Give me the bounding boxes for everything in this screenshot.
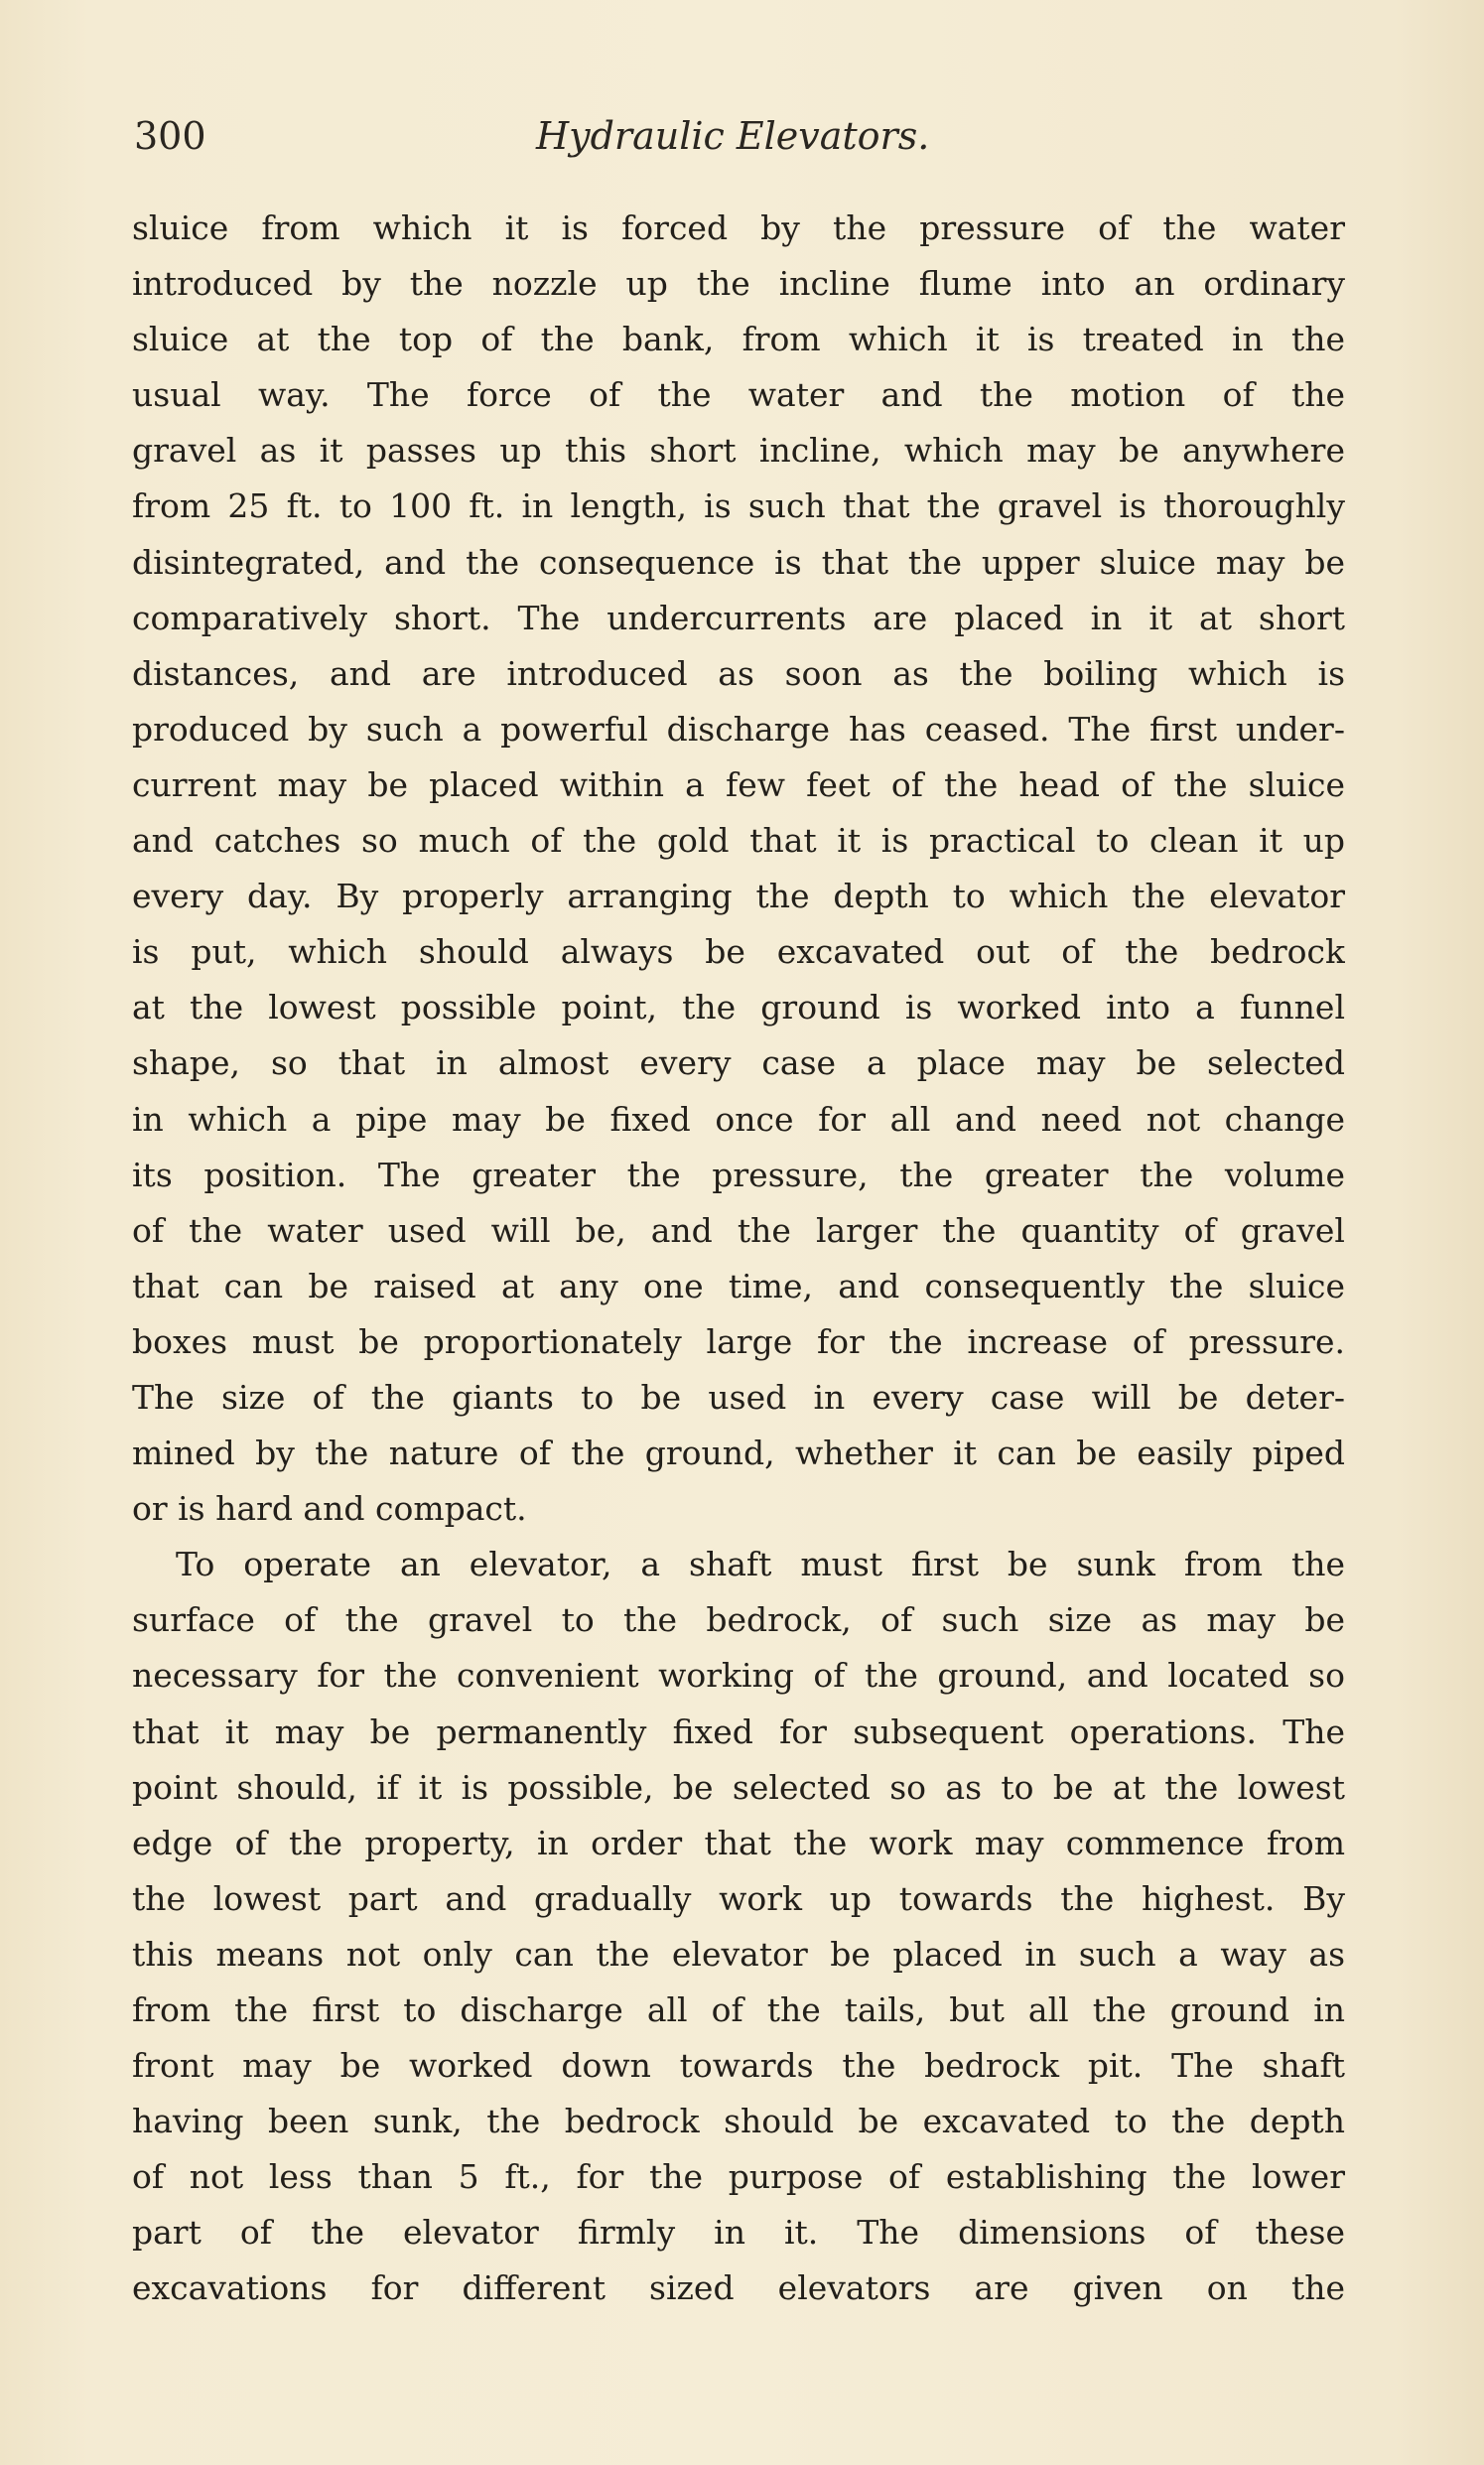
text-line: shape, so that in almost every case a place may be selected — [132, 1043, 1345, 1083]
text-line: mined by the nature of the ground, whether it can be easily piped — [132, 1434, 1345, 1473]
text-line: produced by such a powerful discharge has ceased. The first under- — [132, 709, 1345, 749]
text-line: excavations for different sized elevators are given on the — [132, 2268, 1345, 2308]
text-line: part of the elevator firmly in it. The dimensions of these — [132, 2213, 1345, 2253]
text-line: usual way. The force of the water and the motion of the — [132, 375, 1345, 415]
text-line: sluice at the top of the bank, from which it is treated in the — [132, 320, 1345, 359]
text-line: surface of the gravel to the bedrock, of such size as may be — [132, 1600, 1345, 1640]
text-line: in which a pipe may be fixed once for all and need not change — [132, 1099, 1345, 1139]
text-line: this means not only can the elevator be placed in such a way as — [132, 1934, 1345, 1974]
text-line: its position. The greater the pressure, the greater the volume — [132, 1155, 1345, 1194]
text-line: necessary for the convenient working of the ground, and located so — [132, 1656, 1345, 1696]
running-title: Hydraulic Elevators. — [536, 114, 930, 158]
text-line: from 25 ft. to 100 ft. in length, is such that the gravel is thoroughly — [132, 486, 1345, 526]
text-line: introduced by the nozzle up the incline flume into an ordinary — [132, 264, 1345, 304]
text-line: at the lowest possible point, the ground is worked into a funnel — [132, 988, 1345, 1027]
text-line: that can be raised at any one time, and consequently the sluice — [132, 1266, 1345, 1305]
page-header — [134, 111, 1345, 161]
text-line: of the water used will be, and the larger the quantity of gravel — [132, 1210, 1345, 1250]
text-line: boxes must be proportionately large for the increase of pressure. — [132, 1321, 1345, 1361]
text-line: current may be placed within a few feet of the head of the sluice — [132, 764, 1345, 804]
text-line: of not less than 5 ft., for the purpose of establishing the lower — [132, 2157, 1345, 2197]
paragraph-last-line: or is hard and compact. — [132, 1489, 527, 1529]
text-line: from the first to discharge all of the tails, but all the ground in — [132, 1990, 1345, 2029]
paragraph-first-line: To operate an elevator, a shaft must first be sunk from the — [176, 1545, 1345, 1584]
text-line: comparatively short. The undercurrents are placed in it at short — [132, 598, 1345, 637]
body-text — [132, 201, 1345, 2317]
text-line: having been sunk, the bedrock should be excavated to the depth — [132, 2102, 1345, 2141]
text-line: The size of the giants to be used in every case will be deter- — [132, 1377, 1345, 1417]
text-line: the lowest part and gradually work up towards the highest. By — [132, 1878, 1345, 1918]
text-line: that it may be permanently fixed for subsequent operations. The — [132, 1712, 1345, 1751]
text-line: distances, and are introduced as soon as the boiling which is — [132, 653, 1345, 693]
text-line: front may be worked down towards the bedrock pit. The shaft — [132, 2046, 1345, 2086]
text-line: edge of the property, in order that the work may commence from — [132, 1823, 1345, 1862]
text-line: point should, if it is possible, be selected so as to be at the lowest — [132, 1767, 1345, 1807]
text-line: sluice from which it is forced by the pressure of the water — [132, 208, 1345, 247]
text-line: is put, which should always be excavated out of the bedrock — [132, 932, 1345, 972]
page-number: 300 — [134, 114, 206, 158]
text-line: every day. By properly arranging the depth to which the elevator — [132, 877, 1345, 916]
text-line: and catches so much of the gold that it is practical to clean it up — [132, 821, 1345, 861]
text-line: disintegrated, and the consequence is that the upper sluice may be — [132, 542, 1345, 582]
text-line: gravel as it passes up this short incline, which may be anywhere — [132, 431, 1345, 471]
